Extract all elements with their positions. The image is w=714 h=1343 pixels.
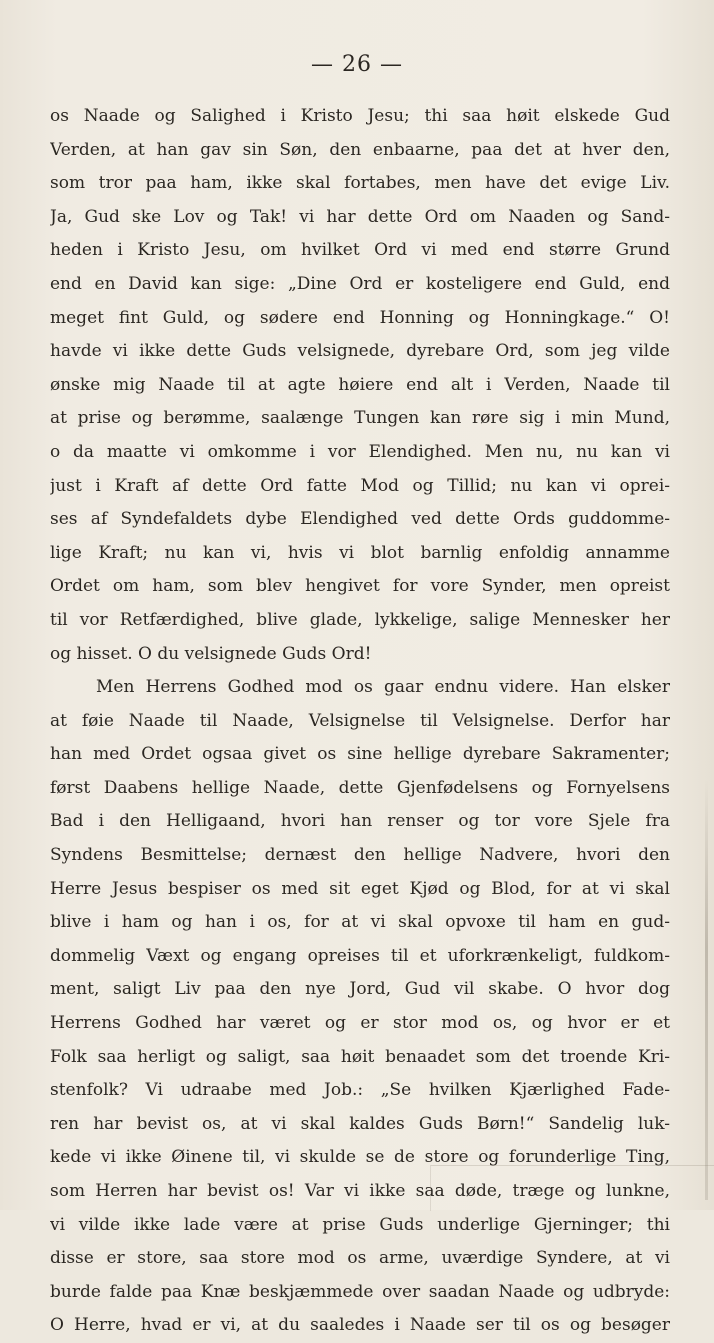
text-line: blive i ham og han i os, for at vi skal opvoxe til ham en gud-: [50, 912, 670, 933]
text-line: Bad i den Helligaand, hvori han renser og tor vore Sjele fra: [50, 811, 670, 832]
paper-fold-mark: [430, 1165, 714, 1211]
text-line: vi vilde ikke lade være at prise Guds underlige Gjerninger; thi: [50, 1214, 670, 1235]
text-line: Syndens Besmittelse; dernæst den hellige Nadvere, hvori den: [50, 845, 670, 866]
text-line: disse er store, saa store mod os arme, uværdige Syndere, at vi: [50, 1248, 670, 1269]
text-line: først Daabens hellige Naade, dette Gjenfødelsens og Fornyelsens: [50, 777, 670, 798]
text-line: Folk saa herligt og saligt, saa høit benaadet som det troende Kri-: [50, 1046, 670, 1067]
page-edge-shadow: [705, 780, 708, 1200]
body-text: [50, 100, 670, 1343]
text-line: os Naade og Salighed i Kristo Jesu; thi saa høit elskede Gud: [50, 106, 670, 126]
text-line: Men Herrens Godhed mod os gaar endnu videre. Han elsker: [96, 677, 670, 698]
text-line: just i Kraft af dette Ord fatte Mod og Tillid; nu kan vi oprei-: [50, 475, 670, 496]
text-line: ses af Syndefaldets dybe Elendighed ved dette Ords guddomme-: [50, 509, 670, 530]
text-line: ment, saligt Liv paa den nye Jord, Gud vil skabe. O hvor dog: [50, 979, 670, 1000]
text-line: end en David kan sige: „Dine Ord er kosteligere end Guld, end: [50, 273, 670, 294]
text-line: o da maatte vi omkomme i vor Elendighed. Men nu, nu kan vi: [50, 441, 670, 462]
text-line: lige Kraft; nu kan vi, hvis vi blot barnlig enfoldig annamme: [50, 542, 670, 563]
text-line: heden i Kristo Jesu, om hvilket Ord vi med end større Grund: [50, 240, 670, 261]
page-number: — 26 —: [311, 52, 403, 77]
text-line: ønske mig Naade til at agte høiere end alt i Verden, Naade til: [50, 374, 670, 395]
text-line: meget fint Guld, og sødere end Honning og Honningkage.“ O!: [50, 307, 670, 328]
text-line: til vor Retfærdighed, blive glade, lykkelige, salige Mennesker her: [50, 609, 670, 630]
text-line: havde vi ikke dette Guds velsignede, dyrebare Ord, som jeg vilde: [50, 341, 670, 362]
text-line: Ordet om ham, som blev hengivet for vore Synder, men opreist: [50, 576, 670, 597]
text-line: burde falde paa Knæ beskjæmmede over saadan Naade og udbryde:: [50, 1281, 670, 1302]
text-line: kede vi ikke Øinene til, vi skulde se de store og forunderlige Ting,: [50, 1147, 670, 1168]
text-line: dommelig Væxt og engang opreises til et uforkrænkeligt, fuldkom-: [50, 945, 670, 966]
text-line: Ja, Gud ske Lov og Tak! vi har dette Ord om Naaden og Sand-: [50, 206, 670, 227]
text-line: O Herre, hvad er vi, at du saaledes i Naade ser til os og besøger: [50, 1315, 670, 1336]
text-line: stenfolk? Vi udraabe med Job.: „Se hvilken Kjærlighed Fade-: [50, 1080, 670, 1101]
text-line: Herrens Godhed har været og er stor mod os, og hvor er et: [50, 1013, 670, 1034]
text-line: ren har bevist os, at vi skal kaldes Guds Børn!“ Sandelig luk-: [50, 1113, 670, 1134]
text-line: som Herren har bevist os! Var vi ikke saa døde, træge og lunkne,: [50, 1181, 670, 1201]
text-line: og hisset. O du velsignede Guds Ord!: [50, 643, 372, 664]
text-line: han med Ordet ogsaa givet os sine hellige dyrebare Sakramenter;: [50, 744, 670, 765]
text-line: Herre Jesus bespiser os med sit eget Kjød og Blod, for at vi skal: [50, 878, 670, 899]
text-line: at prise og berømme, saalænge Tungen kan røre sig i min Mund,: [50, 408, 670, 429]
text-line: Verden, at han gav sin Søn, den enbaarne, paa det at hver den,: [50, 139, 670, 160]
text-line: som tror paa ham, ikke skal fortabes, men have det evige Liv.: [50, 173, 670, 194]
text-line: at føie Naade til Naade, Velsignelse til Velsignelse. Derfor har: [50, 710, 670, 731]
